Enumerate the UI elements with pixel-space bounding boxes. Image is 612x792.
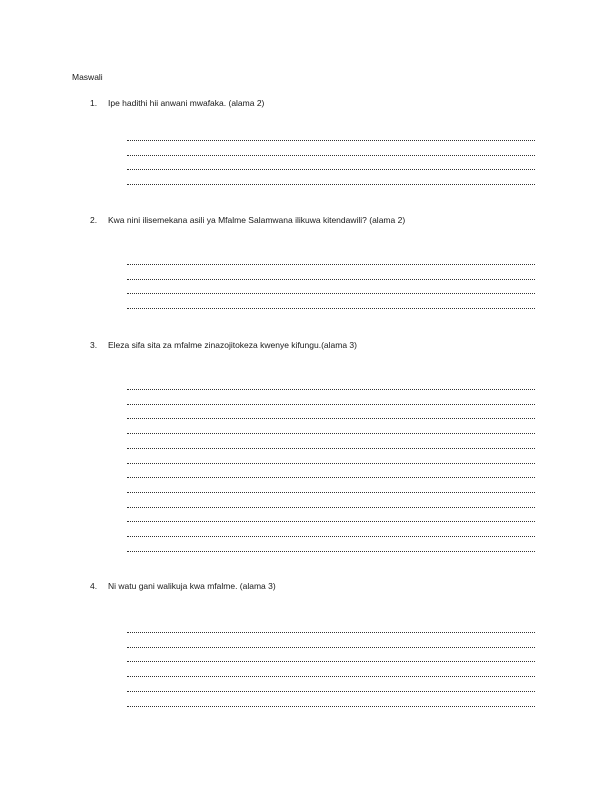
answer-line [127,706,535,707]
question-text: Ni watu gani walikuja kwa mfalme. (alama 3) [108,581,276,591]
question-4 [90,581,276,591]
answer-line [127,492,535,493]
answer-line [127,404,535,405]
answer-line [127,433,535,434]
answer-line [127,389,535,390]
answer-line [127,448,535,449]
question-text: Eleza sifa sita za mfalme zinazojitokeza kwenye kifungu.(alama 3) [108,340,357,350]
section-heading: Maswali [72,72,103,82]
question-text: Kwa nini ilisemekana asili ya Mfalme Salamwana ilikuwa kitendawili? (alama 2) [108,215,406,225]
answer-line [127,293,535,294]
answer-line [127,169,535,170]
answer-line [127,279,535,280]
question-3 [90,340,357,350]
answer-line [127,661,535,662]
answer-line [127,536,535,537]
answer-line [127,155,535,156]
question-1 [90,98,264,108]
answer-line [127,551,535,552]
question-number: 4. [90,581,98,591]
answer-line [127,308,535,309]
answer-line [127,676,535,677]
answer-line [127,140,535,141]
answer-line [127,477,535,478]
answer-line [127,691,535,692]
question-text: Ipe hadithi hii anwani mwafaka. (alama 2) [108,98,265,108]
answer-line [127,264,535,265]
answer-line [127,184,535,185]
answer-line [127,632,535,633]
question-number: 1. [90,98,98,108]
answer-line [127,647,535,648]
question-number: 2. [90,215,98,225]
answer-line [127,418,535,419]
answer-line [127,507,535,508]
question-2 [90,215,405,225]
answer-line [127,521,535,522]
question-number: 3. [90,340,98,350]
answer-line [127,463,535,464]
